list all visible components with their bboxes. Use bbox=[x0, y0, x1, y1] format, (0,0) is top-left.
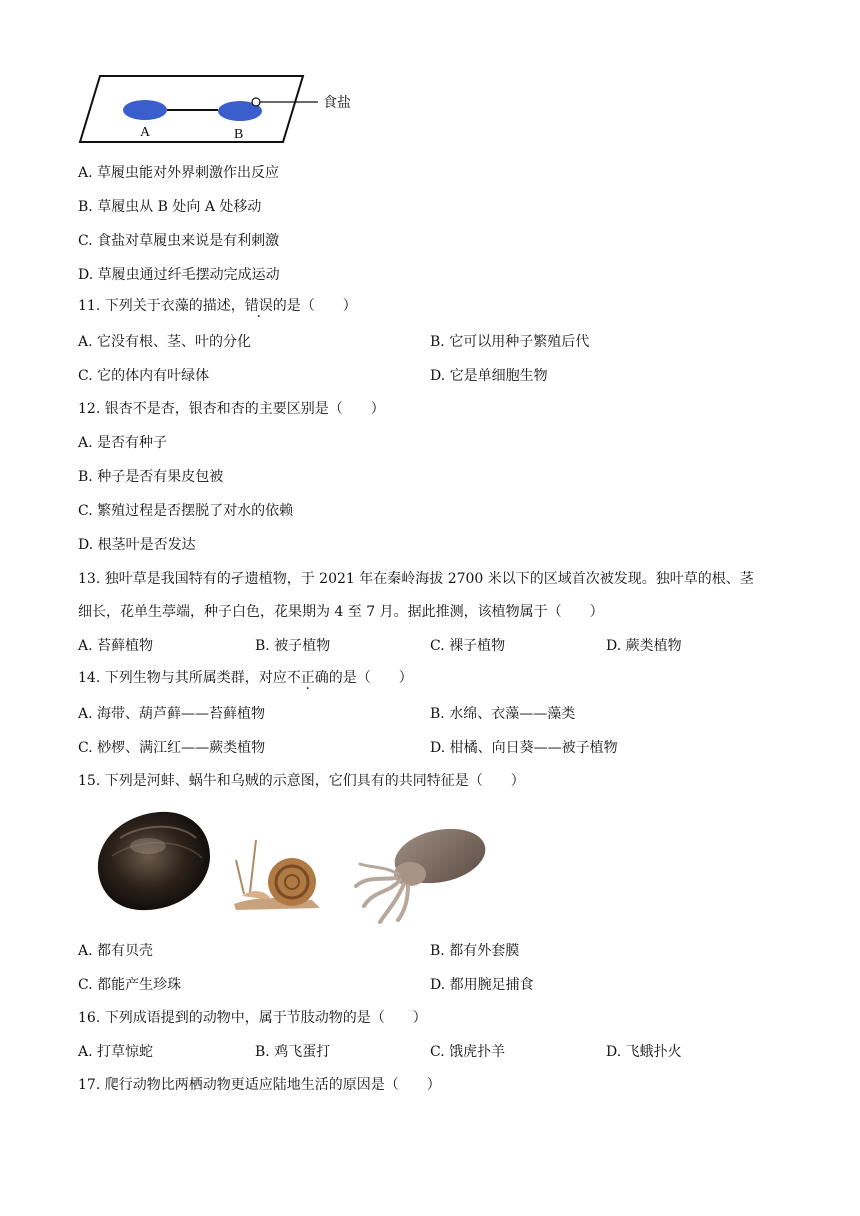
q13-option-a: A. 苔藓植物 bbox=[78, 638, 154, 654]
q11-option-c: C. 它的体内有叶绿体 bbox=[78, 368, 210, 384]
q13-stem-line1: 13. 独叶草是我国特有的孑遗植物，于 2021 年在秦岭海拔 2700 米以下的区域首次被发现。独叶草的根、茎 bbox=[78, 571, 754, 587]
q11-emphasis: 错误 bbox=[244, 298, 273, 314]
label-salt: 食盐 bbox=[323, 95, 351, 111]
salt-particle bbox=[252, 98, 260, 106]
q12-stem: 12. 银杏不是杏，银杏和杏的主要区别是（ ） bbox=[78, 401, 385, 417]
snail-image bbox=[232, 838, 326, 914]
q10-option-b: B. 草履虫从 B 处向 A 处移动 bbox=[78, 199, 262, 215]
q15-option-a: A. 都有贝壳 bbox=[78, 943, 154, 959]
q14-emphasis: 不正确 bbox=[286, 670, 329, 686]
drop-a bbox=[123, 100, 167, 120]
cuttlefish-image bbox=[350, 820, 490, 926]
q14-option-b: B. 水绵、衣藻——藻类 bbox=[430, 706, 576, 722]
q15-stem: 15. 下列是河蚌、蜗牛和乌贼的示意图，它们具有的共同特征是（ ） bbox=[78, 773, 525, 789]
q10-option-a: A. 草履虫能对外界刺激作出反应 bbox=[78, 165, 280, 181]
q12-option-d: D. 根茎叶是否发达 bbox=[78, 537, 196, 553]
q13-option-c: C. 裸子植物 bbox=[430, 638, 506, 654]
q12-option-c: C. 繁殖过程是否摆脱了对水的依赖 bbox=[78, 503, 294, 519]
q15-option-c: C. 都能产生珍珠 bbox=[78, 977, 182, 993]
q13-option-b: B. 被子植物 bbox=[255, 638, 331, 654]
label-b: B bbox=[234, 127, 244, 142]
q13-stem-line2: 细长，花单生葶端，种子白色，花果期为 4 至 7 月。据此推测，该植物属于（ ） bbox=[78, 604, 604, 620]
q17-stem: 17. 爬行动物比两栖动物更适应陆地生活的原因是（ ） bbox=[78, 1077, 441, 1093]
q16-option-a: A. 打草惊蛇 bbox=[78, 1044, 154, 1060]
q14-option-d: D. 柑橘、向日葵——被子植物 bbox=[430, 740, 618, 756]
q14-stem: 14. 下列生物与其所属类群，对应不正确的是（ ） bbox=[78, 670, 413, 686]
q11-option-a: A. 它没有根、茎、叶的分化 bbox=[78, 334, 252, 350]
q12-option-a: A. 是否有种子 bbox=[78, 435, 168, 451]
q16-option-c: C. 饿虎扑羊 bbox=[430, 1044, 506, 1060]
q14-option-c: C. 桫椤、满江红——蕨类植物 bbox=[78, 740, 266, 756]
q14-option-a: A. 海带、葫芦藓——苔藓植物 bbox=[78, 706, 266, 722]
label-a: A bbox=[140, 125, 151, 140]
mussel-image bbox=[90, 808, 214, 914]
q11-stem: 11. 下列关于衣藻的描述，错误的是（ ） bbox=[78, 298, 357, 314]
q15-option-d: D. 都用腕足捕食 bbox=[430, 977, 534, 993]
q16-option-d: D. 飞蛾扑火 bbox=[606, 1044, 682, 1060]
q11-option-b: B. 它可以用种子繁殖后代 bbox=[430, 334, 590, 350]
q13-option-d: D. 蕨类植物 bbox=[606, 638, 682, 654]
q12-option-b: B. 种子是否有果皮包被 bbox=[78, 469, 224, 485]
q11-option-d: D. 它是单细胞生物 bbox=[430, 368, 548, 384]
q15-option-b: B. 都有外套膜 bbox=[430, 943, 520, 959]
q10-option-d: D. 草履虫通过纤毛摆动完成运动 bbox=[78, 267, 280, 283]
paramecium-slide-figure bbox=[78, 74, 378, 146]
q16-stem: 16. 下列成语提到的动物中，属于节肢动物的是（ ） bbox=[78, 1010, 427, 1026]
q10-option-c: C. 食盐对草履虫来说是有利刺激 bbox=[78, 233, 280, 249]
q16-option-b: B. 鸡飞蛋打 bbox=[255, 1044, 331, 1060]
